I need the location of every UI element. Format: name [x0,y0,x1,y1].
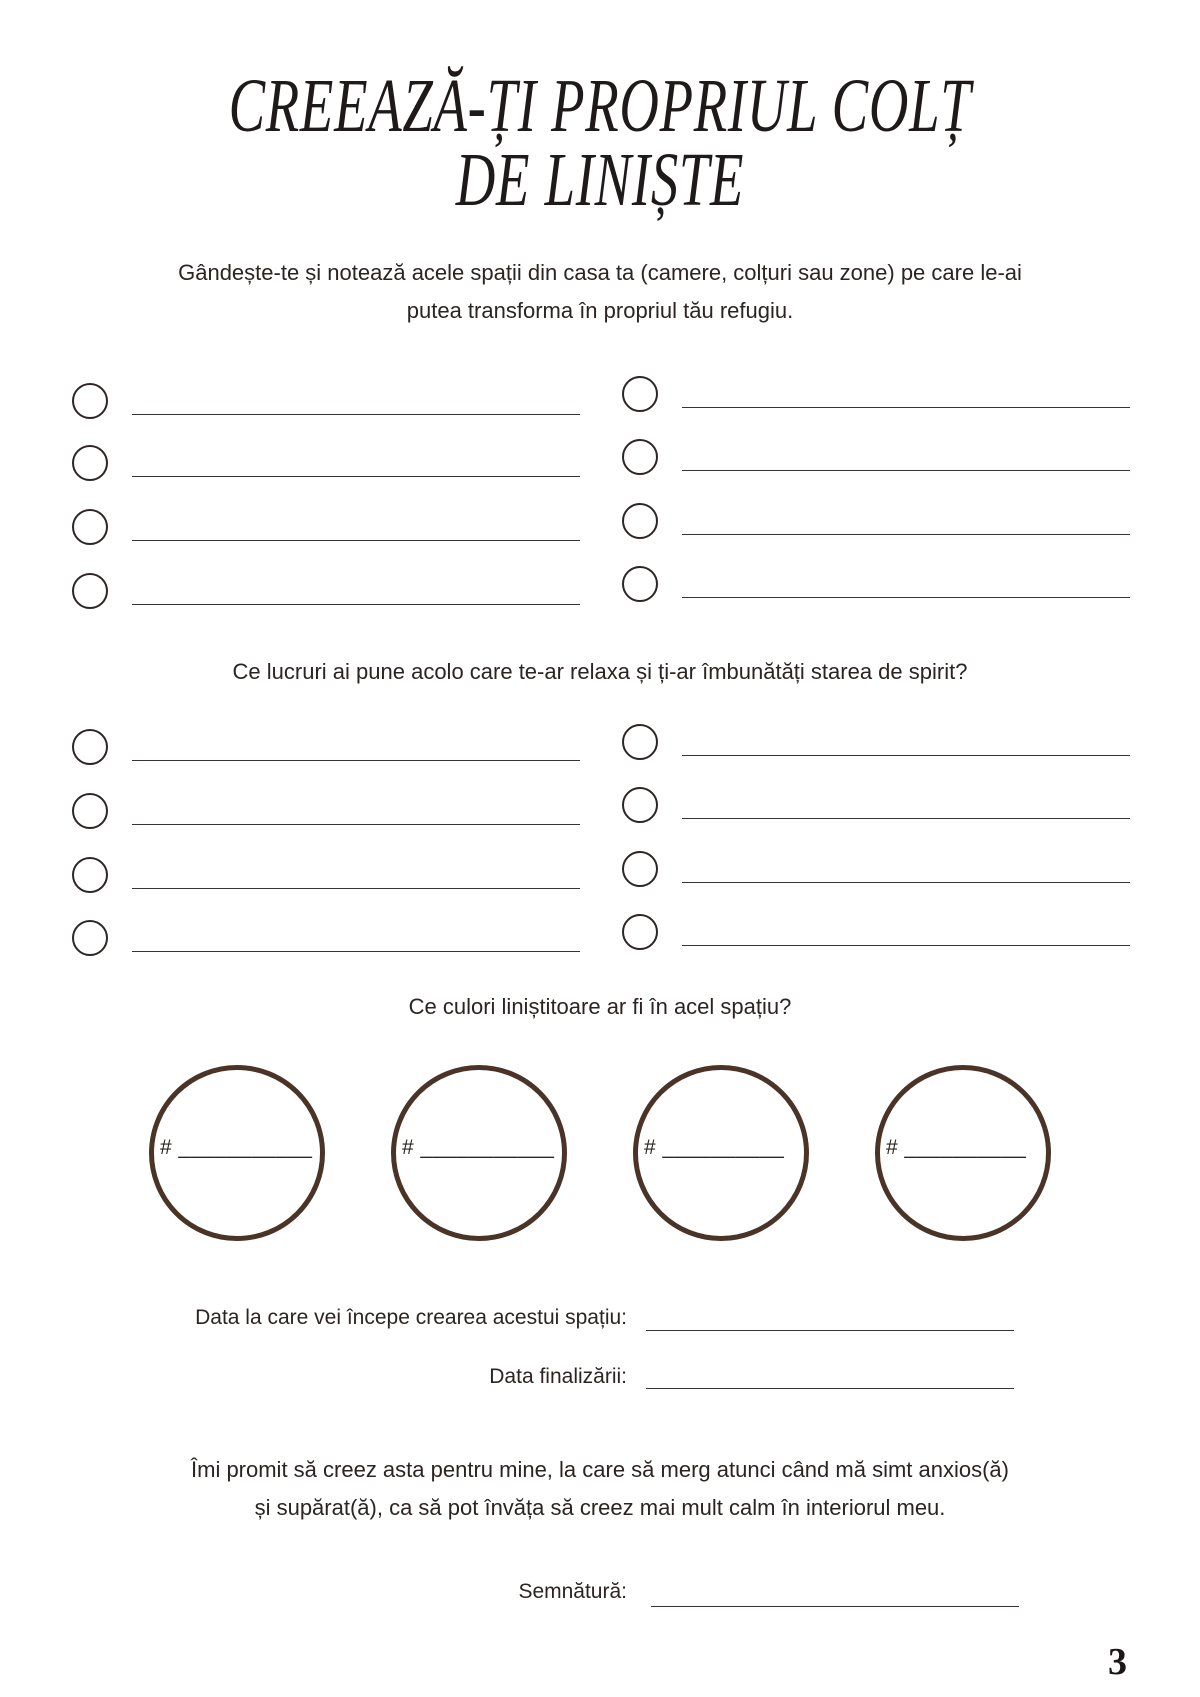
checkbox-circle[interactable] [622,851,658,887]
spaces-item[interactable] [72,509,592,553]
hex-code-field[interactable]: # __________ [886,1136,1027,1159]
things-item[interactable] [622,914,1142,958]
end-date-label: Data finalizării: [489,1365,627,1388]
checkbox-circle[interactable] [622,503,658,539]
things-item[interactable] [622,724,1142,768]
write-line[interactable] [132,824,580,825]
checkbox-circle[interactable] [72,857,108,893]
signature-line[interactable] [651,1606,1019,1607]
checkbox-circle[interactable] [72,729,108,765]
color-swatch[interactable] [391,1065,567,1241]
things-item[interactable] [622,851,1142,895]
signature-label: Semnătură: [518,1580,627,1603]
checkbox-circle[interactable] [622,787,658,823]
start-date-label: Data la care vei începe crearea acestui spațiu: [195,1306,627,1329]
spaces-item[interactable] [622,439,1142,483]
write-line[interactable] [682,407,1130,408]
hex-code-field[interactable]: # __________ [644,1136,785,1159]
color-swatch[interactable] [633,1065,809,1241]
spaces-item[interactable] [72,383,592,427]
things-item[interactable] [72,729,592,773]
write-line[interactable] [132,951,580,952]
checkbox-circle[interactable] [72,509,108,545]
spaces-item[interactable] [622,503,1142,547]
checkbox-circle[interactable] [72,445,108,481]
things-item[interactable] [72,920,592,964]
intro-line-1: Gândește-te și notează acele spații din casa ta (camere, colțuri sau zone) pe care le-ai [178,260,1022,285]
intro-line-2: putea transforma în propriul tău refugiu. [406,298,794,323]
hex-code-field[interactable]: # ___________ [160,1136,313,1159]
checkbox-circle[interactable] [622,376,658,412]
spaces-item[interactable] [72,573,592,617]
question-relaxing-things: Ce lucruri ai pune acolo care te-ar relaxa și ți-ar îmbunătăți starea de spirit? [232,659,968,684]
page-number: 3 [1108,1641,1127,1683]
write-line[interactable] [682,818,1130,819]
write-line[interactable] [682,882,1130,883]
write-line[interactable] [132,476,580,477]
start-date-line[interactable] [646,1330,1014,1331]
write-line[interactable] [682,597,1130,598]
write-line[interactable] [132,540,580,541]
title-line-2: DE LINIȘTE [455,138,745,222]
spaces-item[interactable] [72,445,592,489]
write-line[interactable] [682,534,1130,535]
write-line[interactable] [132,888,580,889]
question-calming-colors: Ce culori liniștitoare ar fi în acel spațiu? [408,994,792,1019]
checkbox-circle[interactable] [622,439,658,475]
things-item[interactable] [622,787,1142,831]
spaces-item[interactable] [622,376,1142,420]
end-date-line[interactable] [646,1388,1014,1389]
color-swatch[interactable] [149,1065,325,1241]
hex-code-field[interactable]: # ___________ [402,1136,555,1159]
write-line[interactable] [682,470,1130,471]
checkbox-circle[interactable] [622,566,658,602]
checkbox-circle[interactable] [622,724,658,760]
checkbox-circle[interactable] [72,573,108,609]
checkbox-circle[interactable] [72,793,108,829]
checkbox-circle[interactable] [622,914,658,950]
pledge-line-2: și supărat(ă), ca să pot învăța să creez mai mult calm în interiorul meu. [254,1495,946,1520]
title-line-1: CREEAZĂ-ȚI PROPRIUL COLȚ [228,64,972,148]
spaces-item[interactable] [622,566,1142,610]
write-line[interactable] [682,755,1130,756]
write-line[interactable] [132,760,580,761]
color-swatch[interactable] [875,1065,1051,1241]
write-line[interactable] [132,414,580,415]
things-item[interactable] [72,793,592,837]
things-item[interactable] [72,857,592,901]
checkbox-circle[interactable] [72,383,108,419]
write-line[interactable] [682,945,1130,946]
write-line[interactable] [132,604,580,605]
pledge-line-1: Îmi promit să creez asta pentru mine, la care să merg atunci când mă simt anxios(ă) [191,1457,1009,1482]
checkbox-circle[interactable] [72,920,108,956]
